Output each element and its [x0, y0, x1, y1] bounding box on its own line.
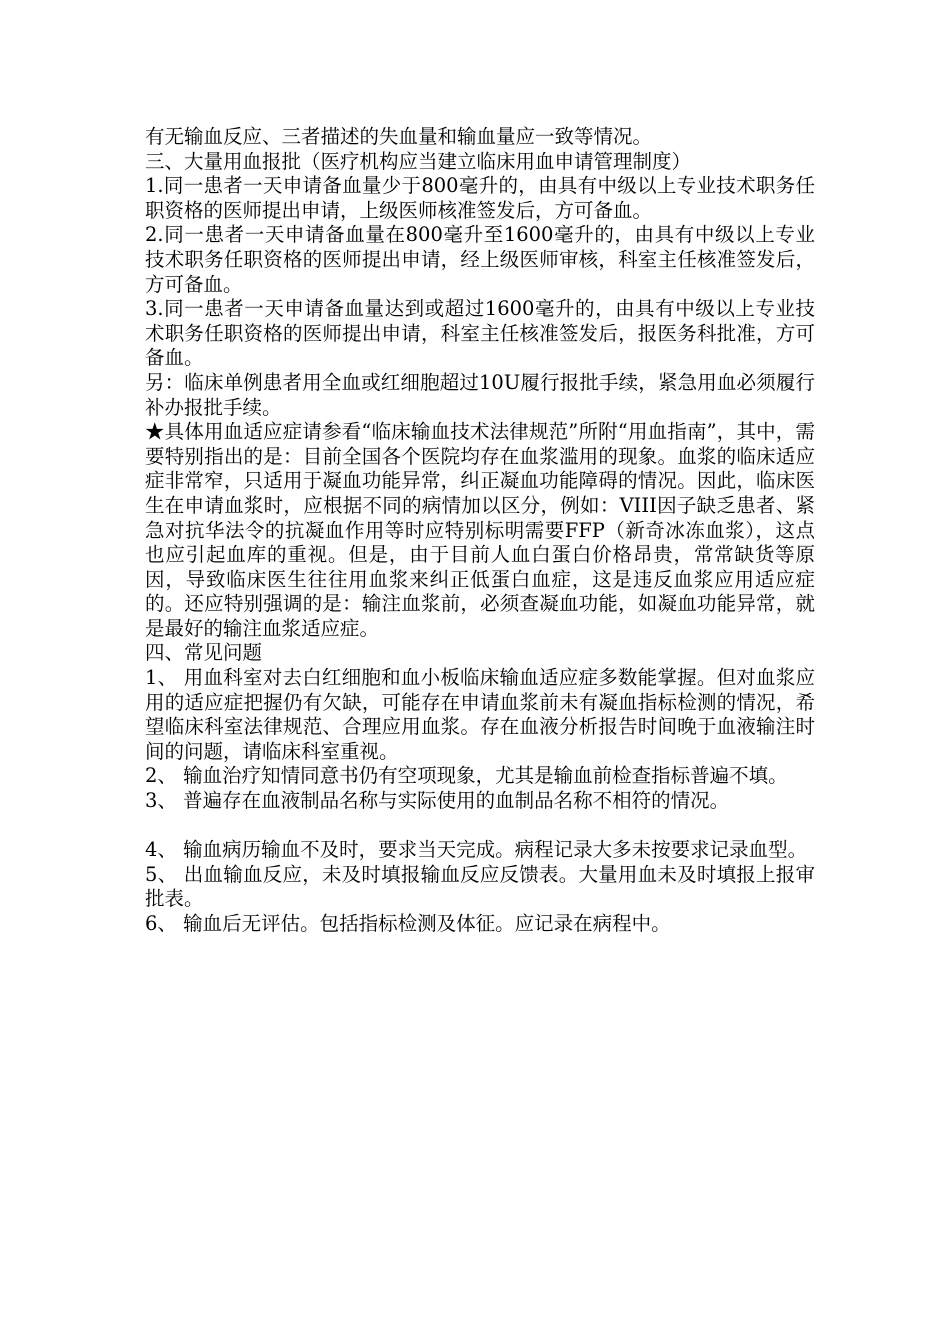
document-page [145, 125, 815, 937]
list-item-problem-3: 3、 普遍存在血液制品名称与实际使用的血制品名称不相符的情况。 [145, 789, 730, 813]
blank-line [145, 814, 815, 839]
paragraph-transfusion-reaction: 有无输血反应、三者描述的失血量和输血量应一致等情况。 [145, 125, 653, 148]
paragraph-star-guideline: ★具体用血适应症请参看“临床输血技术法律规范”所附“用血指南”，其中，需要特别指出的是：目前全国各个医院均存在血浆滥用的现象。血浆的临床适应症非常窄，只适用于凝血功能异常，纠正凝血功能障碍的情况。因此，临床医生在申请血浆时，应根据不同的病情加以区分，例如：VIII因子缺乏患者、紧急对抗华法令的抗凝血作用等时应特别标明需要FFP（新奇冰冻血浆），这点也应引起血库的重视。但是，由于目前人血白蛋白价格昂贵，常常缺货等原因，导致临床医生往往用血浆来纠正低蛋白血症，这是违反血浆应用适应症的。还应特别强调的是：输注血浆前，必须查凝血功能，如凝血功能异常，就是最好的输注血浆适应症。 [145, 420, 815, 640]
list-item-problem-1: 1、 用血科室对去白红细胞和血小板临床输血适应症多数能掌握。但对血浆应用的适应症把握仍有欠缺，可能存在申请血浆前未有凝血指标检测的情况，希望临床科室法律规范、合理应用血浆。存在血液分析报告时间晚于血液输注时间的问题，请临床科室重视。 [145, 666, 815, 763]
paragraph-additional-note: 另：临床单例患者用全血或红细胞超过10U履行报批手续，紧急用血必须履行补办报批手续。 [145, 370, 815, 419]
list-item-problem-4: 4、 输血病历输血不及时，要求当天完成。病程记录大多未按要求记录血型。 [145, 838, 808, 862]
paragraph-rule-three: 3.同一患者一天申请备血量达到或超过1600毫升的，由具有中级以上专业技术职务任职资格的医师提出申请，科室主任核准签发后，报医务科批准，方可备血。 [145, 297, 815, 370]
paragraph-rule-one: 1.同一患者一天申请备血量少于800毫升的，由具有中级以上专业技术职务任职资格的医师提出申请，上级医师核准签发后，方可备血。 [145, 174, 815, 222]
list-item-problem-2: 2、 输血治疗知情同意书仍有空项现象，尤其是输血前检查指标普遍不填。 [145, 764, 788, 788]
paragraph-rule-two: 2.同一患者一天申请备血量在800毫升至1600毫升的，由具有中级以上专业技术职务任职资格的医师提出申请，经上级医师审核，科室主任核准签发后，方可备血。 [145, 223, 815, 296]
list-item-problem-5: 5、 出血输血反应，未及时填报输血反应反馈表。大量用血未及时填报上报审批表。 [145, 862, 815, 911]
heading-section-three: 三、大量用血报批（医疗机构应当建立临床用血申请管理制度） [145, 149, 692, 173]
heading-section-four: 四、常见问题 [145, 641, 263, 665]
list-item-problem-6: 6、 输血后无评估。包括指标检测及体征。应记录在病程中。 [145, 912, 671, 935]
